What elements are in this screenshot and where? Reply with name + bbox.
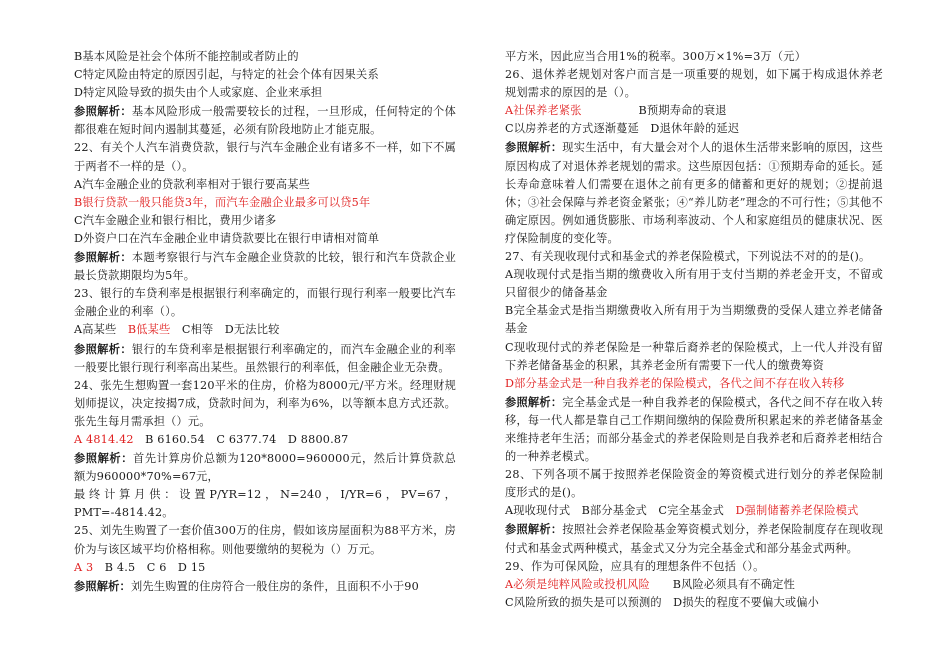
correct-answer-line: B银行贷款一般只能贷3年，而汽车金融企业最多可以贷5年 bbox=[74, 195, 371, 209]
text-paragraph bbox=[74, 522, 456, 558]
left-column bbox=[74, 48, 456, 596]
line-text: 27、有关现收现付式和基金式的养老保险模式，下列说法不对的的是()。 bbox=[505, 250, 871, 264]
text-paragraph bbox=[74, 431, 456, 449]
line-text: 本题考察银行与汽车金融企业贷款的比较，银行和汽车贷款企业最长贷款期限均为5年。 bbox=[74, 251, 456, 283]
analysis-label: 参照解析： bbox=[505, 140, 563, 155]
line-text: 刘先生购置的住房符合一般住房的条件，且面积不小于90 bbox=[130, 579, 419, 593]
answer-option-correct: B低某些 bbox=[127, 323, 171, 337]
analysis-paragraph bbox=[74, 577, 456, 596]
text-paragraph bbox=[74, 139, 456, 175]
analysis-paragraph bbox=[74, 248, 456, 285]
analysis-paragraph bbox=[74, 340, 456, 377]
text-paragraph bbox=[74, 212, 456, 230]
analysis-label: 参照解析： bbox=[505, 394, 563, 409]
text-paragraph bbox=[74, 194, 456, 212]
line-text: 首先计算房价总额为120*8000=960000元，然后计算贷款总额为960000*70%=67元， bbox=[74, 452, 456, 484]
text-paragraph bbox=[74, 84, 456, 102]
answer-option: B风险必须具有不确定性 bbox=[649, 577, 796, 591]
line-text: 基本风险形成一般需要较长的过程，一旦形成，任何特定的个体都很难在短时间内遏制其蔓延，必须有阶段地防止才能克服。 bbox=[74, 105, 456, 137]
text-paragraph bbox=[74, 66, 456, 84]
line-text: 平方米，因此应当合用1%的税率。300万×1%=3万（元） bbox=[505, 50, 807, 63]
text-paragraph bbox=[505, 502, 883, 520]
analysis-label: 参照解析： bbox=[74, 104, 132, 119]
answer-option-correct: D强制储蓄养老保险模式 bbox=[735, 504, 859, 518]
text-paragraph bbox=[74, 559, 456, 577]
correct-answer-line: D部分基金式是一种自我养老的保险模式，各代之间不存在收入转移 bbox=[505, 376, 845, 390]
analysis-label: 参照解析： bbox=[74, 341, 132, 356]
line-text: 最终计算月供：设置P/YR=12，N=240，I/YR=6，PV=67，PMT=-4814.42。 bbox=[74, 488, 456, 520]
answer-option-correct: A 4814.42 bbox=[74, 432, 134, 446]
line-text: A汽车金融企业的贷款利率相对于银行要高某些 bbox=[74, 177, 311, 191]
answer-option-correct: A必须是纯粹风险或投机风险 bbox=[505, 577, 650, 591]
analysis-paragraph bbox=[505, 520, 883, 557]
text-paragraph bbox=[505, 48, 883, 66]
line-text: C特定风险由特定的原因引起，与特定的社会个体有因果关系 bbox=[74, 68, 379, 82]
text-paragraph bbox=[505, 576, 883, 594]
line-text: 现实生活中，有大量会对个人的退休生活带来影响的原因，这些原因构成了对退休养老规划的需求。这些原因包括：①预期寿命的延长。延长寿命意味着人们需要在退休之前有更多的储蓄和更好的规划；②提前退休；③社会保障与养老资金紧张；④“养儿防老”理念的不可行性；⑤其他不确定原因。例如通货膨胀、市场利率波动、个人和家庭组员的健康状况、医疗保险制度的变化等。 bbox=[505, 141, 883, 245]
text-paragraph bbox=[74, 48, 456, 66]
line-text: D特定风险导致的损失由个人或家庭、企业来承担 bbox=[74, 86, 323, 100]
line-text: 25、刘先生购置了一套价值300万的住房，假如该房屋面积为88平方米，房价为与该区域平均价格相称。则他要缴纳的契税为（）万元。 bbox=[74, 524, 456, 556]
text-paragraph bbox=[74, 486, 456, 522]
text-paragraph bbox=[505, 466, 883, 502]
text-paragraph bbox=[505, 558, 883, 576]
line-text: B基本风险是社会个体所不能控制或者防止的 bbox=[74, 50, 299, 63]
text-paragraph bbox=[505, 248, 883, 266]
text-paragraph bbox=[505, 594, 883, 612]
answer-option: A高某些 bbox=[74, 323, 128, 337]
text-paragraph bbox=[74, 230, 456, 248]
answer-option-correct: A 3 bbox=[74, 560, 94, 574]
line-text: 完全基金式是一种自我养老的保险模式，各代之间不存在收入转移，每一代人都是靠自己工作期间缴纳的保险费所积累起来的养老储备基金来维持老年生活；而部分基金式的养老保险则是自我养老和后裔养老相结合的一种养老模式。 bbox=[505, 395, 883, 464]
line-text: 28、下列各项不属于按照养老保险资金的筹资模式进行划分的养老保险制度形式的是()。 bbox=[505, 468, 883, 500]
analysis-label: 参照解析： bbox=[74, 451, 134, 466]
analysis-label: 参照解析： bbox=[74, 578, 131, 593]
line-text: 23、银行的车贷利率是根据银行利率确定的，而银行现行利率一般要比汽车金融企业的利率（）。 bbox=[74, 287, 456, 319]
line-text: C以房养老的方式逐渐蔓延 D退休年龄的延迟 bbox=[505, 122, 740, 136]
line-text: B完全基金式是指当期缴费收入所有用于为当期缴费的受保人建立养老储备基金 bbox=[505, 304, 883, 336]
line-text: C汽车金融企业和银行相比，费用少诸多 bbox=[74, 213, 277, 227]
text-paragraph bbox=[505, 120, 883, 138]
line-text: 24、张先生想购置一套120平米的住房，价格为8000元/平方米。经理财规划师提议，决定按揭7成，贷款时间为，利率为6%，以等额本息方式还款。张先生每月需承担（）元。 bbox=[74, 378, 456, 428]
line-text: 26、退休养老规划对客户而言是一项重要的规划，如下属于构成退休养老规划需求的原因的是（）。 bbox=[505, 68, 883, 100]
line-text: 银行的车贷利率是根据银行利率确定的，而汽车金融企业的利率一般要比银行现行利率高出某些。虽然银行的利率低，但金融企业无杂费。 bbox=[74, 342, 456, 374]
analysis-paragraph bbox=[505, 138, 883, 248]
analysis-paragraph bbox=[74, 102, 456, 139]
text-paragraph bbox=[505, 375, 883, 393]
text-paragraph bbox=[505, 302, 883, 338]
answer-option: B预期寿命的衰退 bbox=[581, 104, 727, 118]
answer-option: C相等 D无法比较 bbox=[170, 323, 280, 337]
text-paragraph bbox=[505, 66, 883, 102]
answer-option: B 6160.54 C 6377.74 D 8800.87 bbox=[133, 432, 349, 446]
text-paragraph bbox=[74, 285, 456, 321]
text-paragraph bbox=[505, 102, 883, 120]
answer-option-correct: A社保养老紧张 bbox=[505, 104, 582, 118]
line-text: 按照社会养老保险基金筹资模式划分，养老保险制度存在现收现付式和基金式两种模式，基金式又分为完全基金式和部分基金式两种。 bbox=[505, 523, 883, 555]
line-text: D外资户口在汽车金融企业申请贷款要比在银行申请相对简单 bbox=[74, 231, 380, 245]
answer-option: A现收现付式 B部分基金式 C完全基金式 bbox=[505, 504, 736, 518]
line-text: C现收现付式的养老保险是一种靠后裔养老的保险模式，上一代人并没有留下养老储备基金的积累，其养老金所有需要下一代人的缴费筹资 bbox=[505, 340, 883, 372]
line-text: C风险所致的损失是可以预测的 D损失的程度不要偏大或偏小 bbox=[505, 595, 820, 609]
text-paragraph bbox=[505, 339, 883, 375]
analysis-label: 参照解析： bbox=[505, 522, 563, 537]
line-text: 29、作为可保风险，应具有的理想条件不包括（）。 bbox=[505, 559, 765, 573]
line-text: A现收现付式是指当期的缴费收入所有用于支付当期的养老金开支，不留或只留很少的储备基金 bbox=[505, 268, 883, 300]
line-text: 22、有关个人汽车消费贷款，银行与汽车金融企业有诸多不一样，如下不属于两者不一样的是（）。 bbox=[74, 141, 456, 173]
text-paragraph bbox=[74, 321, 456, 339]
analysis-paragraph bbox=[74, 449, 456, 486]
text-paragraph bbox=[74, 176, 456, 194]
answer-option: B 4.5 C 6 D 15 bbox=[93, 560, 206, 574]
text-paragraph bbox=[505, 266, 883, 302]
analysis-label: 参照解析： bbox=[74, 250, 132, 265]
analysis-paragraph bbox=[505, 393, 883, 466]
text-paragraph bbox=[74, 377, 456, 431]
right-column bbox=[505, 48, 883, 612]
